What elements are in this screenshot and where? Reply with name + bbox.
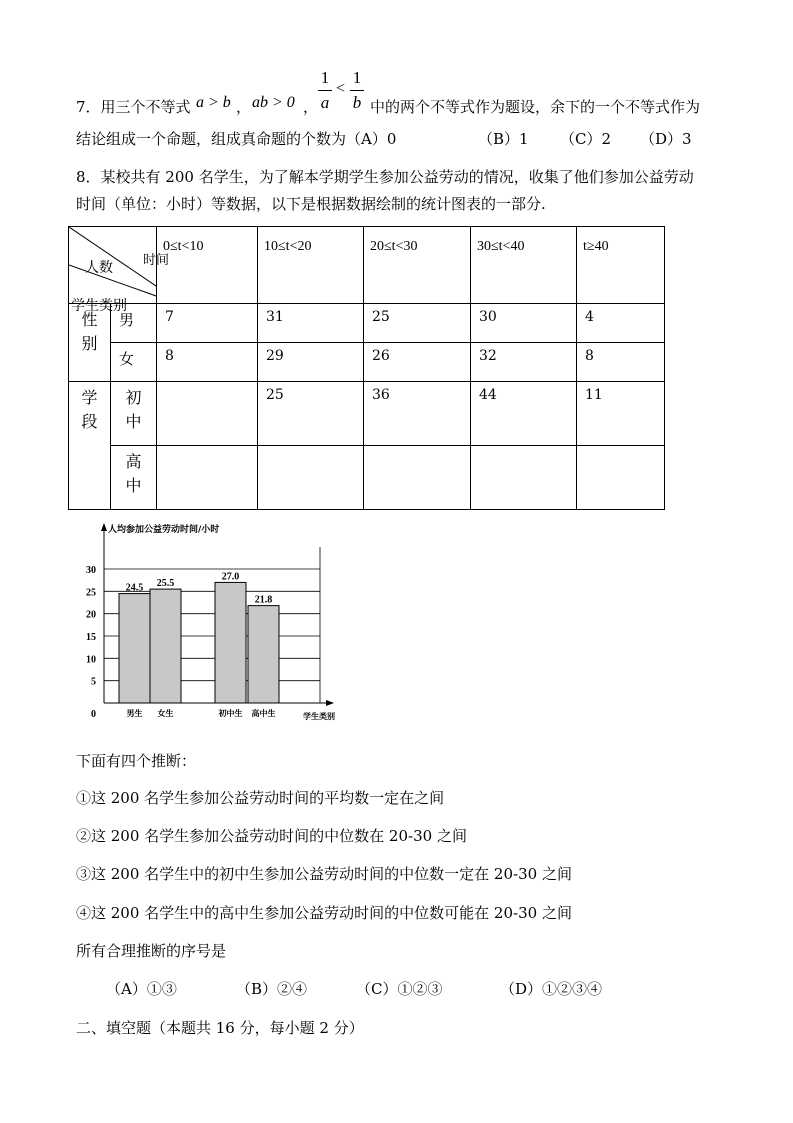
average-hours-bar-chart [70,517,350,725]
bar-value-label: 24.5 [125,582,144,594]
answer-option-a: （A）①③ [106,980,177,998]
y-tick-label: 5 [91,676,96,688]
bar [119,594,150,703]
group-label-stage: 学 段 [69,382,111,510]
q7-suffix: 中的两个不等式作为题设，余下的一个不等式作为 [370,98,701,116]
table-cell: 44 [471,382,577,446]
table-cell [471,446,577,510]
table-cell: 7 [157,304,258,343]
bar-value-label: 27.0 [221,571,240,583]
table-cell: 8 [157,343,258,382]
group-label-gender: 性 别 [69,304,111,382]
q7-fraction-1-over-a [318,68,332,113]
x-axis-arrow-icon [326,700,334,706]
header-range-20-30: 20≤t<30 [364,227,471,304]
header-range-30-40: 30≤t<40 [471,227,577,304]
table-row-male [69,304,665,343]
y-tick-label: 10 [86,654,96,666]
q8-line-1: 8．某校共有 200 名学生，为了解本学期学生参加公益劳动的情况，收集了他们参加公益劳动 [76,168,694,186]
q7-less-than: < [336,80,346,97]
statements-question: 所有合理推断的序号是 [76,942,227,960]
table-cell: 30 [471,304,577,343]
bar [215,582,246,703]
q7-sep-2: ， [303,98,319,116]
table-row-junior [69,382,665,446]
y-tick-label: 0 [91,709,96,720]
statement-3: ③这 200 名学生中的初中生参加公益劳动时间的中位数一定在 20-30 之间 [76,865,572,883]
section-2-heading: 二、填空题（本题共 16 分，每小题 2 分） [76,1019,364,1037]
y-tick-label: 25 [86,587,96,599]
answer-option-d: （D）①②③④ [500,980,603,998]
y-tick-label: 20 [86,609,96,621]
header-range-10-20: 10≤t<20 [258,227,364,304]
table-cell: 25 [364,304,471,343]
bar [150,589,181,703]
y-tick-label: 15 [86,632,96,643]
table-row-female [69,343,665,382]
q7-inequality-1: a > b [196,94,231,111]
answer-option-c: （C）①②③ [356,980,443,998]
table-cell: 4 [577,304,665,343]
fraction-numerator: 1 [352,68,362,87]
statement-2: ②这 200 名学生参加公益劳动时间的中位数在 20-30 之间 [76,827,467,845]
corner-label-time: 时间 [143,253,170,268]
table-cell [157,446,258,510]
y-axis-arrow-icon [101,523,107,531]
row-label-male: 男 [111,304,157,343]
x-axis-label: 学生类别 [303,712,335,721]
statement-4: ④这 200 名学生中的高中生参加公益劳动时间的中位数可能在 20-30 之间 [76,904,572,922]
q7-line-2: 结论组成一个命题，组成真命题的个数为（A）0 [76,130,397,148]
bar-value-label: 21.8 [254,594,273,606]
corner-label-count: 人数 [85,260,113,276]
table-cell: 25 [258,382,364,446]
q8-line-2: 时间（单位：小时）等数据，以下是根据数据绘制的统计图表的一部分. [76,195,546,213]
row-label-senior: 高 中 [111,446,157,510]
table-cell: 29 [258,343,364,382]
table-cell: 32 [471,343,577,382]
q7-inequality-2: ab > 0 [252,94,295,111]
bar [248,606,279,703]
table-cell [577,446,665,510]
statement-1: ①这 200 名学生参加公益劳动时间的平均数一定在之间 [76,789,445,807]
category-label: 初中生 [218,709,243,718]
bar-value-label: 25.5 [156,578,175,590]
fraction-denominator: b [352,93,362,112]
table-cell [258,446,364,510]
table-cell: 11 [577,382,665,446]
q7-prefix: 7．用三个不等式 [76,98,191,116]
header-range-0-10: 0≤t<10 [157,227,258,304]
table-cell [157,382,258,446]
q7-option-c: （C）2 [560,130,612,148]
table-cell: 36 [364,382,471,446]
answer-option-b: （B）②④ [236,980,308,998]
table-row-senior [69,446,665,510]
category-label: 高中生 [251,709,276,718]
fraction-numerator: 1 [320,68,330,87]
q7-sep-1: ， [236,98,252,116]
corner-label-category: 学生类别 [71,298,127,314]
table-cell: 8 [577,343,665,382]
header-range-40-plus: t≥40 [577,227,665,304]
fraction-denominator: a [320,93,330,112]
category-label: 女生 [157,709,174,718]
y-tick-label: 30 [86,565,96,576]
chart-title: 人均参加公益劳动时间/小时 [108,525,220,535]
table-cell [364,446,471,510]
row-label-female: 女 [111,343,157,382]
category-label: 男生 [126,709,143,718]
q7-fraction-1-over-b [350,68,364,113]
statements-intro: 下面有四个推断： [76,752,197,770]
row-label-junior: 初 中 [111,382,157,446]
q7-option-d: （D）3 [640,130,692,148]
time-distribution-table [68,226,665,510]
table-cell: 26 [364,343,471,382]
table-corner-header [69,227,170,314]
table-cell: 31 [258,304,364,343]
q7-option-b: （B）1 [478,130,529,148]
